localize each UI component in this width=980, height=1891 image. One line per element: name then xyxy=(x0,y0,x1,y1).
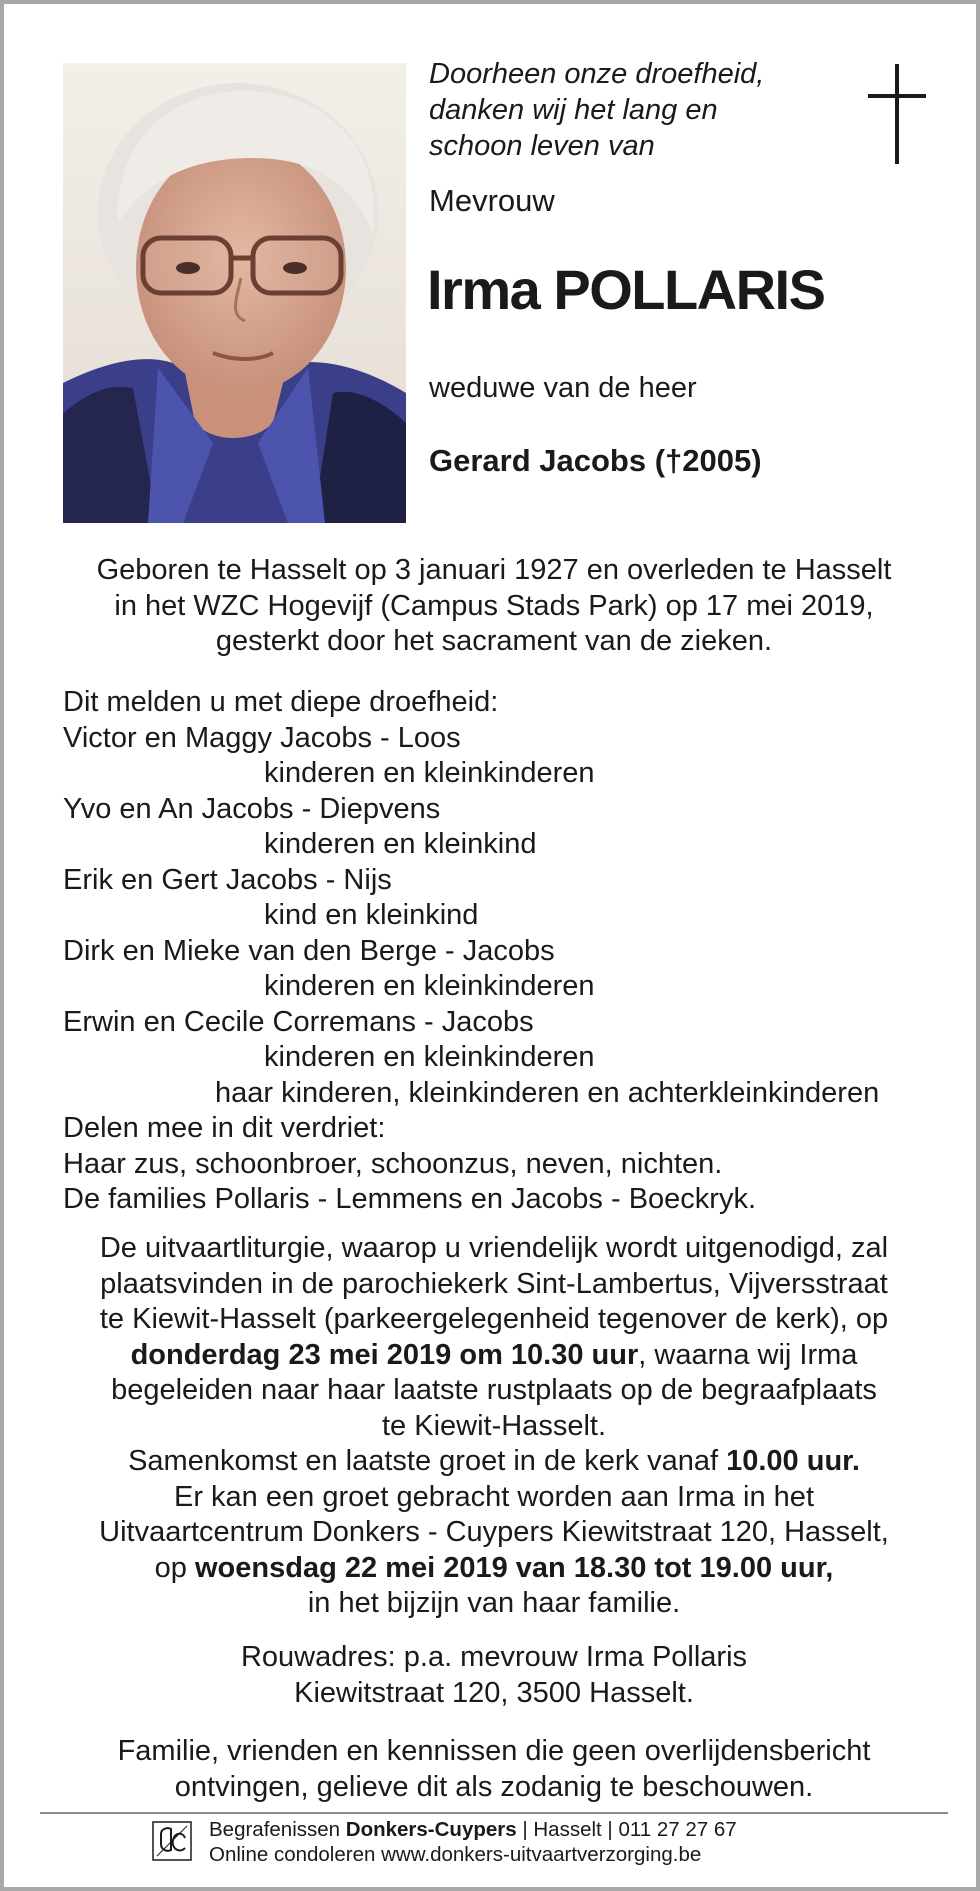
liturgy-line: plaatsvinden in de parochiekerk Sint-Lambertus, Vijversstraat xyxy=(100,1267,888,1300)
family-member-relation: kinderen en kleinkind xyxy=(264,828,537,860)
visit-date-line xyxy=(44,1551,944,1587)
gathering-time: 10.00 uur. xyxy=(726,1445,860,1477)
gathering-line xyxy=(44,1444,944,1480)
portrait-photo xyxy=(63,63,406,523)
footer-divider xyxy=(40,1812,948,1814)
widow-label: weduwe van de heer xyxy=(429,372,697,404)
online-condolence-link[interactable]: Online condoleren www.donkers-uitvaartverzorging.be xyxy=(209,1843,702,1866)
spouse-name: Gerard Jacobs (†2005) xyxy=(429,443,762,478)
liturgy-line: De uitvaartliturgie, waarop u vriendelijk wordt uitgenodigd, zal xyxy=(99,1232,889,1264)
deceased-name: Irma POLLARIS xyxy=(427,258,825,321)
notice-line: ontvingen, gelieve dit als zodanig te beschouwen. xyxy=(174,1770,814,1803)
funeral-home-logo-icon xyxy=(151,1820,193,1862)
birth-line: gesterkt door het sacrament van de zieken. xyxy=(215,625,773,657)
share-line: De families Pollaris - Lemmens en Jacobs - Boeckryk. xyxy=(63,1183,757,1215)
visit-line: Uitvaartcentrum Donkers - Cuypers Kiewitstraat 120, Hasselt, xyxy=(99,1516,889,1548)
address-line: Kiewitstraat 120, 3500 Hasselt. xyxy=(294,1676,694,1709)
birth-line: Geboren te Hasselt op 3 januari 1927 en overleden te Hasselt xyxy=(96,554,892,586)
intro-line: Doorheen onze droefheid, xyxy=(429,58,765,90)
funeral-home-info xyxy=(209,1817,737,1867)
liturgy-line: te Kiewit-Hasselt (parkeergelegenheid tegenover de kerk), op xyxy=(99,1303,889,1335)
intro-text xyxy=(429,56,849,164)
intro-line: schoon leven van xyxy=(429,130,655,162)
family-summary: haar kinderen, kleinkinderen en achterkleinkinderen xyxy=(215,1076,880,1109)
family-member-names: Dirk en Mieke van den Berge - Jacobs xyxy=(63,934,555,967)
family-member-names: Victor en Maggy Jacobs - Loos xyxy=(63,721,461,754)
notice-line: Familie, vrienden en kennissen die geen overlijdensbericht xyxy=(117,1735,871,1767)
family-member-relation: kinderen en kleinkinderen xyxy=(264,1041,595,1073)
visit-prefix: op xyxy=(154,1551,195,1584)
portrait-illustration xyxy=(63,63,406,523)
notice-text xyxy=(44,1734,944,1805)
liturgy-line: begeleiden naar haar laatste rustplaats op de begraafplaats xyxy=(111,1374,877,1406)
liturgy-date-line xyxy=(44,1338,944,1374)
company-details: | Hasselt | 011 27 27 67 xyxy=(516,1818,737,1841)
visit-date: woensdag 22 mei 2019 van 18.30 tot 19.00 uur, xyxy=(195,1551,834,1584)
visit-line: Er kan een groet gebracht worden aan Irma in het xyxy=(174,1480,814,1513)
share-line: Haar zus, schoonbroer, schoonzus, neven, nichten. xyxy=(63,1147,723,1180)
liturgy-line: te Kiewit-Hasselt. xyxy=(381,1409,606,1442)
share-intro: Delen mee in dit verdriet: xyxy=(63,1112,386,1144)
intro-line: danken wij het lang en xyxy=(429,94,718,126)
address-line: Rouwadres: p.a. mevrouw Irma Pollaris xyxy=(240,1641,748,1673)
family-intro: Dit melden u met diepe droefheid: xyxy=(63,686,499,718)
latin-cross-icon xyxy=(868,64,926,164)
footer-prefix: Begrafenissen xyxy=(209,1818,346,1841)
family-member-names: Erik en Gert Jacobs - Nijs xyxy=(63,863,392,896)
mourning-address xyxy=(44,1640,944,1711)
funeral-details xyxy=(44,1231,944,1622)
family-member-names: Erwin en Cecile Corremans - Jacobs xyxy=(63,1005,534,1038)
family-member-relation: kind en kleinkind xyxy=(264,899,479,931)
family-member-names: Yvo en An Jacobs - Diepvens xyxy=(63,792,441,825)
footer-company-line xyxy=(209,1817,737,1842)
visit-line: in het bijzijn van haar familie. xyxy=(307,1587,681,1619)
funeral-date: donderdag 23 mei 2019 om 10.30 uur xyxy=(130,1338,639,1371)
company-name: Donkers-Cuypers xyxy=(345,1818,517,1841)
birth-line: in het WZC Hogevijf (Campus Stads Park) op 17 mei 2019, xyxy=(114,589,874,622)
family-announcement xyxy=(63,685,943,1218)
family-member-relation: kinderen en kleinkinderen xyxy=(264,970,595,1002)
liturgy-line-rest: , waarna wij Irma xyxy=(638,1338,858,1371)
family-member-relation: kinderen en kleinkinderen xyxy=(264,757,595,789)
honorific: Mevrouw xyxy=(429,183,555,218)
birth-death-details xyxy=(44,553,944,660)
gathering-text: Samenkomst en laatste groet in de kerk vanaf xyxy=(128,1445,727,1477)
